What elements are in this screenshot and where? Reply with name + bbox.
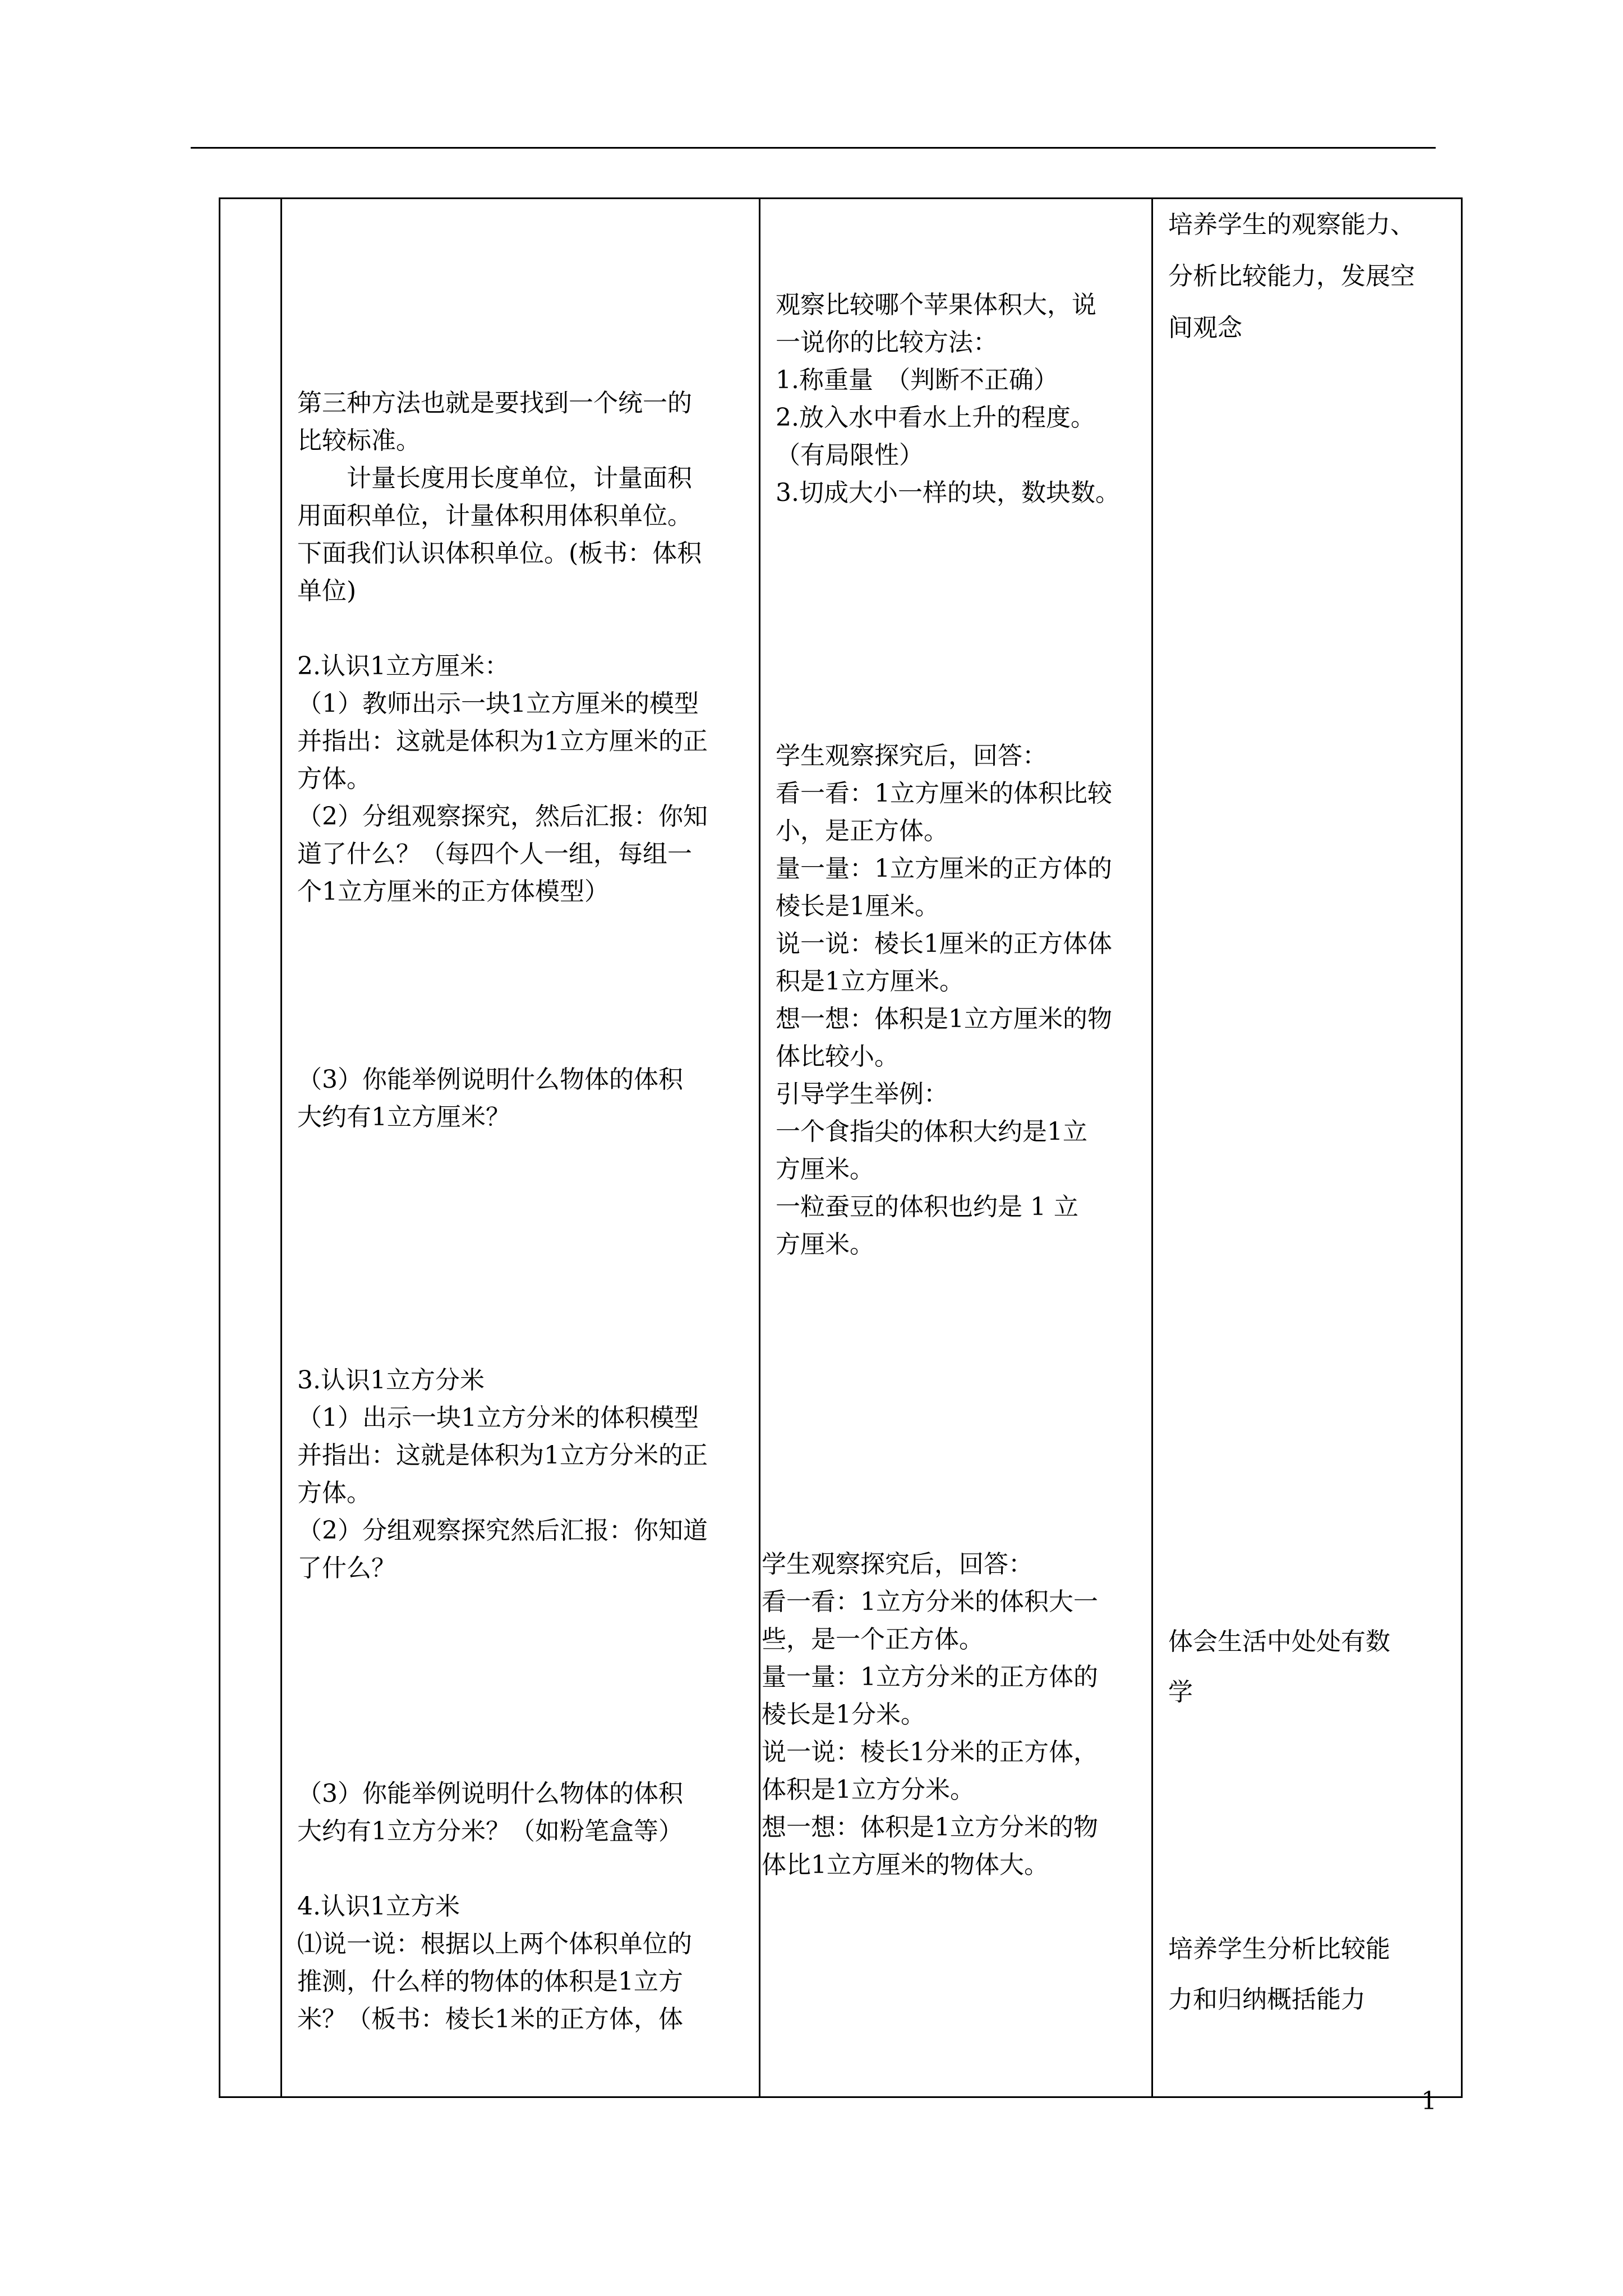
- header-rule: [191, 147, 1436, 149]
- text-line: 体会生活中处处有数: [1168, 1627, 1390, 1656]
- text-line: 培养学生的观察能力、: [1168, 210, 1415, 239]
- text-line: 学生观察探究后，回答：: [762, 1550, 1033, 1579]
- student-activity-cell-2: [762, 1545, 1151, 1884]
- text-line: 看一看：1立方厘米的体积比较: [776, 779, 1112, 808]
- text-line: 大约有1立方分米？（如粉笔盒等）: [297, 1817, 683, 1846]
- text-line: 一粒蚕豆的体积也约是 1 立: [776, 1193, 1078, 1221]
- text-line: 1.称重量 （判断不正确）: [776, 366, 1058, 394]
- text-line: 想一想：体积是1立方厘米的物: [776, 1005, 1112, 1033]
- text-line: 了什么？: [297, 1554, 396, 1582]
- text-line: 看一看：1立方分米的体积大一: [762, 1588, 1098, 1616]
- text-line: 体比较小。: [776, 1042, 899, 1071]
- text-line: 下面我们认识体积单位。(板书：体积: [297, 539, 702, 568]
- design-intent-cell: [1168, 199, 1460, 354]
- lesson-table: [219, 197, 1463, 2098]
- section-heading: 4.认识1立方米: [297, 1892, 460, 1921]
- text-line: 个1立方厘米的正方体模型）: [297, 877, 609, 906]
- text-line: 说一说：棱长1分米的正方体，: [762, 1738, 1098, 1766]
- text-line: 第三种方法也就是要找到一个统一的: [297, 389, 692, 417]
- text-line: 单位): [297, 577, 357, 605]
- text-line: 方厘米。: [776, 1155, 874, 1184]
- page-number: 1: [1421, 2087, 1437, 2115]
- text-line: （3）你能举例说明什么物体的体积: [297, 1065, 683, 1094]
- text-line: 说一说：棱长1厘米的正方体体: [776, 930, 1112, 958]
- design-intent-cell-3: [1168, 1924, 1460, 2025]
- text-line: 比较标准。: [297, 426, 421, 455]
- text-line: 培养学生分析比较能: [1168, 1935, 1390, 1963]
- column-divider: [280, 199, 282, 2096]
- text-line: 2.放入水中看水上升的程度。: [776, 403, 1095, 432]
- design-intent-cell-2: [1168, 1617, 1460, 1718]
- text-line: 学: [1168, 1678, 1193, 1706]
- text-line: 体积是1立方分米。: [762, 1775, 975, 1804]
- text-line: 方体。: [297, 1479, 371, 1507]
- column-divider: [1151, 199, 1153, 2096]
- text-line: 方厘米。: [776, 1230, 874, 1259]
- text-line: （1）教师出示一块1立方厘米的模型: [297, 689, 699, 718]
- text-line: 一个食指尖的体积大约是1立: [776, 1117, 1087, 1146]
- text-line: ⑴说一说：根据以上两个体积单位的: [297, 1930, 692, 1958]
- text-line: 学生观察探究后，回答：: [776, 742, 1047, 770]
- text-line: （1）出示一块1立方分米的体积模型: [297, 1404, 699, 1432]
- text-line: 体比1立方厘米的物体大。: [762, 1851, 1049, 1879]
- text-line: 积是1立方厘米。: [776, 967, 964, 996]
- text-line: 量一量：1立方分米的正方体的: [762, 1663, 1098, 1691]
- text-line: 用面积单位，计量体积用体积单位。: [297, 501, 692, 530]
- text-line: 棱长是1分米。: [762, 1700, 925, 1729]
- text-line: 推测，什么样的物体的体积是1立方: [297, 1967, 683, 1996]
- text-line: 小，是正方体。: [776, 817, 948, 845]
- text-line: 大约有1立方厘米？: [297, 1103, 510, 1131]
- text-line: （有局限性）: [776, 441, 924, 470]
- text-line: 量一量：1立方厘米的正方体的: [776, 854, 1112, 883]
- text-line: （2）分组观察探究然后汇报：你知道: [297, 1516, 708, 1545]
- text-line: 想一想：体积是1立方分米的物: [762, 1813, 1098, 1842]
- text-line: 些，是一个正方体。: [762, 1625, 984, 1654]
- text-line: 力和归纳概括能力: [1168, 1985, 1366, 2014]
- text-line: 棱长是1厘米。: [776, 892, 939, 921]
- text-line: 道了什么？（每四个人一组，每组一: [297, 840, 692, 868]
- text-line: 并指出：这就是体积为1立方分米的正: [297, 1441, 708, 1470]
- text-line: 3.切成大小一样的块，数块数。: [776, 478, 1120, 507]
- column-divider: [759, 199, 760, 2096]
- section-heading: 3.认识1立方分米: [297, 1366, 485, 1395]
- text-line: 间观念: [1168, 314, 1242, 342]
- student-activity-cell: [776, 286, 1151, 1263]
- teacher-activity-cell: [297, 384, 757, 2038]
- text-line: 计量长度用长度单位，计量面积: [297, 464, 692, 493]
- text-line: 一说你的比较方法：: [776, 328, 998, 357]
- text-line: （2）分组观察探究，然后汇报：你知: [297, 802, 708, 831]
- section-heading: 2.认识1立方厘米：: [297, 652, 509, 680]
- text-line: 并指出：这就是体积为1立方厘米的正: [297, 727, 708, 756]
- text-line: 方体。: [297, 765, 371, 793]
- text-line: （3）你能举例说明什么物体的体积: [297, 1779, 683, 1808]
- text-line: 米？（板书：棱长1米的正方体，体: [297, 2005, 683, 2033]
- text-line: 引导学生举例：: [776, 1080, 948, 1108]
- text-line: 分析比较能力，发展空: [1168, 262, 1415, 291]
- text-line: 观察比较哪个苹果体积大，说: [776, 291, 1096, 319]
